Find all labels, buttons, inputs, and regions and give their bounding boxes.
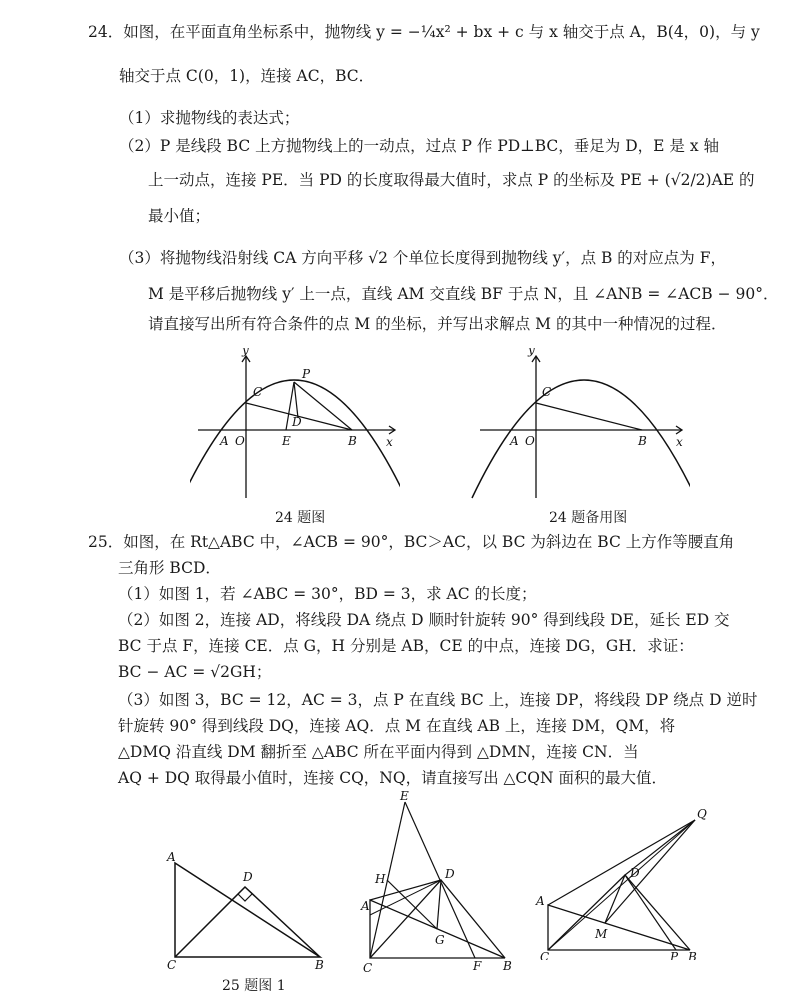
- label-b: B: [315, 958, 324, 970]
- q24-backup-figure: [470, 348, 690, 503]
- label-p: P: [302, 367, 311, 381]
- label-f: F: [473, 959, 482, 973]
- label-e: E: [400, 790, 409, 803]
- label-b: B: [348, 434, 357, 448]
- label-y: y: [528, 348, 535, 357]
- segment-pd: [294, 382, 298, 418]
- parabola: [472, 380, 690, 498]
- q24-part1: （1）求抛物线的表达式；: [119, 109, 300, 127]
- q25-figure-1: [165, 845, 335, 970]
- label-b: B: [503, 959, 512, 973]
- right-angle-mark: [238, 894, 252, 901]
- label-p: P: [670, 950, 679, 960]
- label-m: M: [595, 927, 608, 941]
- label-a: A: [220, 434, 229, 448]
- label-x: x: [386, 435, 393, 449]
- label-c: C: [542, 385, 552, 399]
- label-a: A: [361, 899, 370, 913]
- label-o: O: [235, 434, 245, 448]
- q25-figure-2: [355, 790, 525, 975]
- label-a: A: [510, 434, 519, 448]
- label-y: y: [242, 348, 249, 357]
- q24-part2b: 上一动点，连接 PE．当 PD 的长度取得最大值时，求点 P 的坐标及 PE + (√2/2)AE 的: [148, 171, 755, 189]
- q25-part2a: （2）如图 2，连接 AD，将线段 DA 绕点 D 顺时针旋转 90° 得到线段 DE，延长 ED 交: [118, 611, 730, 629]
- q24-fig2-caption: 24 题备用图: [549, 510, 628, 526]
- q25-part2b: BC 于点 F，连接 CE．点 G，H 分别是 AB，CE 的中点，连接 DG，GH．求证：: [118, 637, 694, 655]
- segment-dg: [437, 880, 441, 929]
- segment-aq: [548, 820, 695, 905]
- q25-part3c: △DMQ 沿直线 DM 翻折至 △ABC 所在平面内得到 △DMN，连接 CN．当: [118, 743, 639, 761]
- q24-part3b: M 是平移后抛物线 y′ 上一点，直线 AM 交直线 BF 于点 N，且 ∠ANB = ∠ACB − 90°．: [148, 285, 779, 303]
- label-c: C: [363, 961, 373, 975]
- label-d: D: [630, 866, 640, 880]
- segment-dm: [605, 875, 625, 923]
- q24-fig1-caption: 24 题图: [275, 510, 326, 526]
- q24-figure: [190, 348, 400, 503]
- label-x: x: [676, 435, 683, 449]
- label-d: D: [243, 870, 253, 884]
- q24-line2: 轴交于点 C(0，1)，连接 AC，BC．: [119, 67, 375, 85]
- label-b: B: [638, 434, 647, 448]
- label-a: A: [167, 850, 176, 864]
- label-e: E: [282, 434, 291, 448]
- triangle-bcd: [175, 887, 320, 957]
- label-d: D: [292, 415, 302, 429]
- label-c: C: [540, 950, 550, 960]
- q25-part2c: BC − AC = √2GH；: [118, 663, 272, 681]
- label-g: G: [435, 933, 445, 947]
- q25-part1: （1）如图 1，若 ∠ABC = 30°，BD = 3，求 AC 的长度；: [118, 585, 537, 603]
- label-o: O: [525, 434, 535, 448]
- segment-bc: [536, 403, 642, 430]
- q24-part3c: 请直接写出所有符合条件的点 M 的坐标，并写出求解点 M 的其中一种情况的过程．: [148, 315, 727, 333]
- q25-figure-3: [530, 805, 720, 960]
- q25-part3a: （3）如图 3，BC = 12，AC = 3，点 P 在直线 BC 上，连接 DP，将线段 DP 绕点 D 逆时: [118, 691, 758, 709]
- label-h: H: [375, 872, 386, 886]
- q24-part2a: （2）P 是线段 BC 上方抛物线上的一动点，过点 P 作 PD⊥BC，垂足为 D，E 是 x 轴: [119, 137, 719, 155]
- q25-part3d: AQ + DQ 取得最小值时，连接 CQ，NQ，请直接写出 △CQN 面积的最大值．: [118, 769, 667, 787]
- segment-gh: [387, 880, 437, 929]
- label-c: C: [167, 958, 177, 970]
- q24-part2c: 最小值；: [148, 207, 211, 225]
- q24-part3a: （3）将抛物线沿射线 CA 方向平移 √2 个单位长度得到抛物线 y′，点 B 的对应点为 F，: [119, 249, 726, 267]
- label-d: D: [445, 867, 455, 881]
- q24-line1: 24．如图，在平面直角坐标系中，抛物线 y = −¼x² + bx + c 与 x 轴交于点 A，B(4，0)，与 y: [88, 23, 760, 41]
- q25-part3b: 针旋转 90° 得到线段 DQ，连接 AQ．点 M 在直线 AB 上，连接 DM，QM，将: [118, 717, 676, 735]
- label-q: Q: [697, 807, 707, 821]
- triangle-abc: [548, 905, 690, 950]
- label-a: A: [536, 894, 545, 908]
- segment-qm: [605, 820, 695, 923]
- label-b: B: [688, 950, 697, 960]
- q25-line1: 25．如图，在 Rt△ABC 中，∠ACB = 90°，BC＞AC，以 BC 为斜边在 BC 上方作等腰直角: [88, 533, 735, 551]
- label-c: C: [253, 385, 263, 399]
- q25-fig1-caption: 25 题图 1: [222, 978, 286, 994]
- q25-line2: 三角形 BCD．: [118, 559, 221, 577]
- segment-dp: [625, 875, 676, 950]
